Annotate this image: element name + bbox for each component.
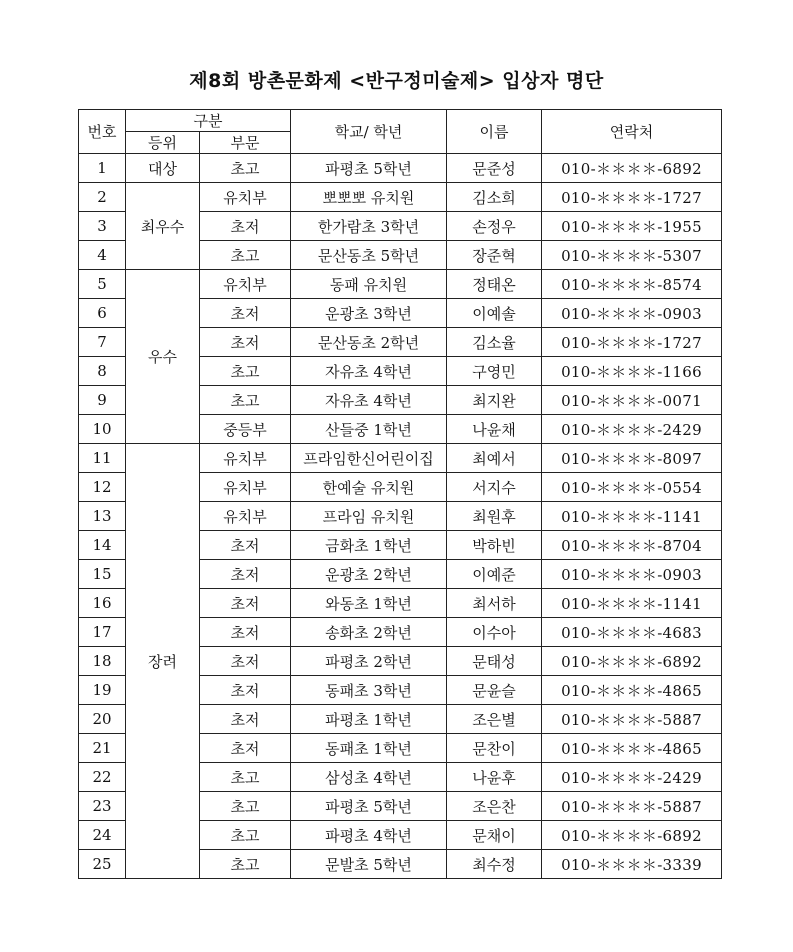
name-cell: 김소희 <box>447 183 542 212</box>
division-cell: 중등부 <box>200 415 291 444</box>
row-number: 25 <box>79 850 126 879</box>
school-cell: 파평초 1학년 <box>291 705 447 734</box>
school-cell: 동패초 3학년 <box>291 676 447 705</box>
name-cell: 김소율 <box>447 328 542 357</box>
division-cell: 초고 <box>200 357 291 386</box>
page-title: 제8회 방촌문화제 <반구정미술제> 입상자 명단 <box>189 70 604 92</box>
contact-cell: 010-＊＊＊＊-0554 <box>542 473 722 502</box>
row-number: 9 <box>79 386 126 415</box>
rank-cell: 우수 <box>126 270 200 444</box>
division-cell: 유치부 <box>200 502 291 531</box>
contact-cell: 010-＊＊＊＊-6892 <box>542 821 722 850</box>
name-cell: 최수정 <box>447 850 542 879</box>
division-cell: 초고 <box>200 850 291 879</box>
row-number: 22 <box>79 763 126 792</box>
row-number: 8 <box>79 357 126 386</box>
header-category: 구분 <box>126 110 291 132</box>
division-cell: 초고 <box>200 763 291 792</box>
header-school: 학교/ 학년 <box>291 110 447 154</box>
division-cell: 초고 <box>200 154 291 183</box>
contact-cell: 010-＊＊＊＊-0071 <box>542 386 722 415</box>
row-number: 23 <box>79 792 126 821</box>
division-cell: 초저 <box>200 647 291 676</box>
division-cell: 유치부 <box>200 270 291 299</box>
row-number: 16 <box>79 589 126 618</box>
school-cell: 파평초 5학년 <box>291 154 447 183</box>
row-number: 19 <box>79 676 126 705</box>
row-number: 1 <box>79 154 126 183</box>
contact-cell: 010-＊＊＊＊-2429 <box>542 415 722 444</box>
school-cell: 운광초 2학년 <box>291 560 447 589</box>
table-row <box>79 270 722 299</box>
name-cell: 장준혁 <box>447 241 542 270</box>
name-cell: 손정우 <box>447 212 542 241</box>
row-number: 15 <box>79 560 126 589</box>
header-no: 번호 <box>79 110 126 154</box>
name-cell: 최서하 <box>447 589 542 618</box>
contact-cell: 010-＊＊＊＊-3339 <box>542 850 722 879</box>
table-body <box>79 154 722 879</box>
name-cell: 조은찬 <box>447 792 542 821</box>
division-cell: 초저 <box>200 531 291 560</box>
row-number: 14 <box>79 531 126 560</box>
school-cell: 송화초 2학년 <box>291 618 447 647</box>
school-cell: 한예술 유치원 <box>291 473 447 502</box>
school-cell: 파평초 2학년 <box>291 647 447 676</box>
contact-cell: 010-＊＊＊＊-8704 <box>542 531 722 560</box>
name-cell: 구영민 <box>447 357 542 386</box>
school-cell: 한가람초 3학년 <box>291 212 447 241</box>
school-cell: 삼성초 4학년 <box>291 763 447 792</box>
header-name: 이름 <box>447 110 542 154</box>
row-number: 4 <box>79 241 126 270</box>
school-cell: 프라임 유치원 <box>291 502 447 531</box>
division-cell: 초저 <box>200 212 291 241</box>
school-cell: 파평초 5학년 <box>291 792 447 821</box>
division-cell: 유치부 <box>200 444 291 473</box>
contact-cell: 010-＊＊＊＊-5887 <box>542 705 722 734</box>
name-cell: 서지수 <box>447 473 542 502</box>
rank-cell: 최우수 <box>126 183 200 270</box>
contact-cell: 010-＊＊＊＊-0903 <box>542 560 722 589</box>
school-cell: 문산동초 5학년 <box>291 241 447 270</box>
school-cell: 와동초 1학년 <box>291 589 447 618</box>
row-number: 24 <box>79 821 126 850</box>
row-number: 18 <box>79 647 126 676</box>
contact-cell: 010-＊＊＊＊-1141 <box>542 589 722 618</box>
contact-cell: 010-＊＊＊＊-8097 <box>542 444 722 473</box>
name-cell: 나윤후 <box>447 763 542 792</box>
name-cell: 최예서 <box>447 444 542 473</box>
row-number: 10 <box>79 415 126 444</box>
header-contact: 연락처 <box>542 110 722 154</box>
table-row <box>79 444 722 473</box>
division-cell: 초저 <box>200 299 291 328</box>
row-number: 12 <box>79 473 126 502</box>
contact-cell: 010-＊＊＊＊-1955 <box>542 212 722 241</box>
division-cell: 초고 <box>200 792 291 821</box>
division-cell: 초고 <box>200 386 291 415</box>
rank-cell: 대상 <box>126 154 200 183</box>
name-cell: 조은별 <box>447 705 542 734</box>
contact-cell: 010-＊＊＊＊-1727 <box>542 328 722 357</box>
school-cell: 동패 유치원 <box>291 270 447 299</box>
rank-cell: 장려 <box>126 444 200 879</box>
contact-cell: 010-＊＊＊＊-4683 <box>542 618 722 647</box>
contact-cell: 010-＊＊＊＊-0903 <box>542 299 722 328</box>
division-cell: 초저 <box>200 328 291 357</box>
school-cell: 운광초 3학년 <box>291 299 447 328</box>
row-number: 20 <box>79 705 126 734</box>
name-cell: 이수아 <box>447 618 542 647</box>
school-cell: 자유초 4학년 <box>291 357 447 386</box>
row-number: 17 <box>79 618 126 647</box>
name-cell: 나윤채 <box>447 415 542 444</box>
school-cell: 문발초 5학년 <box>291 850 447 879</box>
name-cell: 문찬이 <box>447 734 542 763</box>
row-number: 11 <box>79 444 126 473</box>
table-row <box>79 154 722 183</box>
contact-cell: 010-＊＊＊＊-1141 <box>542 502 722 531</box>
division-cell: 초저 <box>200 676 291 705</box>
row-number: 21 <box>79 734 126 763</box>
contact-cell: 010-＊＊＊＊-6892 <box>542 647 722 676</box>
division-cell: 초저 <box>200 589 291 618</box>
division-cell: 초저 <box>200 560 291 589</box>
division-cell: 초저 <box>200 705 291 734</box>
contact-cell: 010-＊＊＊＊-4865 <box>542 676 722 705</box>
school-cell: 뽀뽀뽀 유치원 <box>291 183 447 212</box>
table-row <box>79 183 722 212</box>
name-cell: 이예솔 <box>447 299 542 328</box>
school-cell: 프라임한신어린이집 <box>291 444 447 473</box>
name-cell: 문태성 <box>447 647 542 676</box>
name-cell: 이예준 <box>447 560 542 589</box>
school-cell: 동패초 1학년 <box>291 734 447 763</box>
row-number: 7 <box>79 328 126 357</box>
name-cell: 문윤슬 <box>447 676 542 705</box>
division-cell: 유치부 <box>200 473 291 502</box>
school-cell: 금화초 1학년 <box>291 531 447 560</box>
division-cell: 초고 <box>200 821 291 850</box>
school-cell: 문산동초 2학년 <box>291 328 447 357</box>
school-cell: 산들중 1학년 <box>291 415 447 444</box>
contact-cell: 010-＊＊＊＊-2429 <box>542 763 722 792</box>
division-cell: 초고 <box>200 241 291 270</box>
contact-cell: 010-＊＊＊＊-8574 <box>542 270 722 299</box>
school-cell: 파평초 4학년 <box>291 821 447 850</box>
contact-cell: 010-＊＊＊＊-5887 <box>542 792 722 821</box>
contact-cell: 010-＊＊＊＊-1166 <box>542 357 722 386</box>
name-cell: 문채이 <box>447 821 542 850</box>
contact-cell: 010-＊＊＊＊-6892 <box>542 154 722 183</box>
name-cell: 최원후 <box>447 502 542 531</box>
division-cell: 초저 <box>200 618 291 647</box>
contact-cell: 010-＊＊＊＊-5307 <box>542 241 722 270</box>
row-number: 6 <box>79 299 126 328</box>
row-number: 5 <box>79 270 126 299</box>
name-cell: 박하빈 <box>447 531 542 560</box>
contact-cell: 010-＊＊＊＊-1727 <box>542 183 722 212</box>
winners-table <box>78 109 722 879</box>
name-cell: 최지완 <box>447 386 542 415</box>
contact-cell: 010-＊＊＊＊-4865 <box>542 734 722 763</box>
header-division: 부문 <box>200 132 291 154</box>
school-cell: 자유초 4학년 <box>291 386 447 415</box>
row-number: 2 <box>79 183 126 212</box>
row-number: 13 <box>79 502 126 531</box>
row-number: 3 <box>79 212 126 241</box>
name-cell: 문준성 <box>447 154 542 183</box>
division-cell: 유치부 <box>200 183 291 212</box>
header-rank: 등위 <box>126 132 200 154</box>
division-cell: 초저 <box>200 734 291 763</box>
name-cell: 정태온 <box>447 270 542 299</box>
